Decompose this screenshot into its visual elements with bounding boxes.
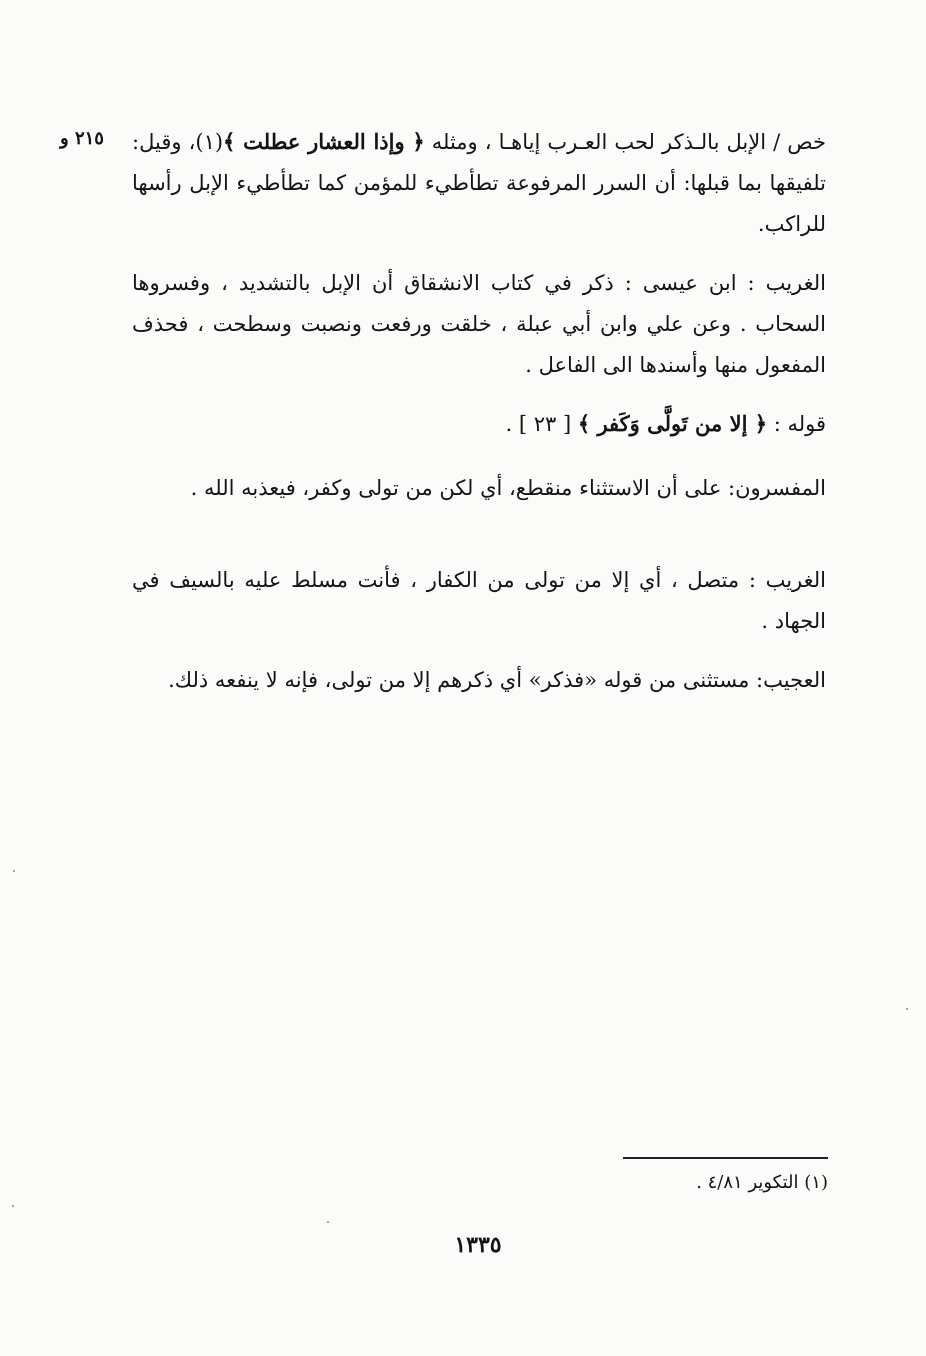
page-number: ١٣٣٥ xyxy=(454,1232,502,1258)
footnote-divider xyxy=(623,1157,828,1159)
paragraph-5 xyxy=(132,560,826,642)
manuscript-folio-reference: ٢١٥ و xyxy=(60,128,104,149)
paragraph-2-text: الغريب : ابن عيسى : ذكر في كتاب الانشقاق أن الإبل بالتشديد ، وفسروها السحاب . وعن علي وابن أبي عبلة ، خلقت ورفعت ونصبت وسطحت ، فحذف المفعول منها وأسندها الى الفاعل . xyxy=(132,271,826,377)
scan-speck xyxy=(13,870,15,872)
footnote: (١) التكوير ٤/٨١ . xyxy=(696,1172,828,1193)
paragraph-1-text: خص / الإبل بالـذكر لحب العـرب إياهـا ، ومثله xyxy=(431,130,827,154)
quran-quote: ﴿ إلا من تَولَّى وَكَفر ﴾ xyxy=(577,411,768,436)
paragraph-1 xyxy=(132,121,826,245)
scan-speck xyxy=(327,1221,329,1223)
paragraph-6-text: العجيب: مستثنى من قوله «فذكر» أي ذكرهم إلا من تولى، فإنه لا ينفعه ذلك. xyxy=(168,668,826,692)
paragraph-4-text: المفسرون: على أن الاستثناء منقطع، أي لكن من تولى وكفر، فيعذبه الله . xyxy=(190,476,826,500)
paragraph-2 xyxy=(132,263,826,386)
scan-speck xyxy=(12,1205,14,1207)
paragraph-3 xyxy=(132,403,826,445)
scan-speck xyxy=(906,1008,908,1010)
paragraph-1-continuation: (١)، وقيل: تلفيقها بما قبلها: أن السرر المرفوعة تطأطيء للمؤمن كما تطأطيء الإبل رأسها للراكب. xyxy=(132,130,826,236)
paragraph-6 xyxy=(132,660,826,701)
paragraph-5-text: الغريب : متصل ، أي إلا من تولى من الكفار ، فأنت مسلط عليه بالسيف في الجهاد . xyxy=(132,568,826,633)
quran-quote: ﴿ وإذا العشار عطلت ﴾ xyxy=(223,129,425,154)
paragraph-3-text: قوله : xyxy=(773,412,826,436)
verse-number: [ ٢٣ ] . xyxy=(505,412,572,436)
paragraph-4 xyxy=(132,461,826,516)
